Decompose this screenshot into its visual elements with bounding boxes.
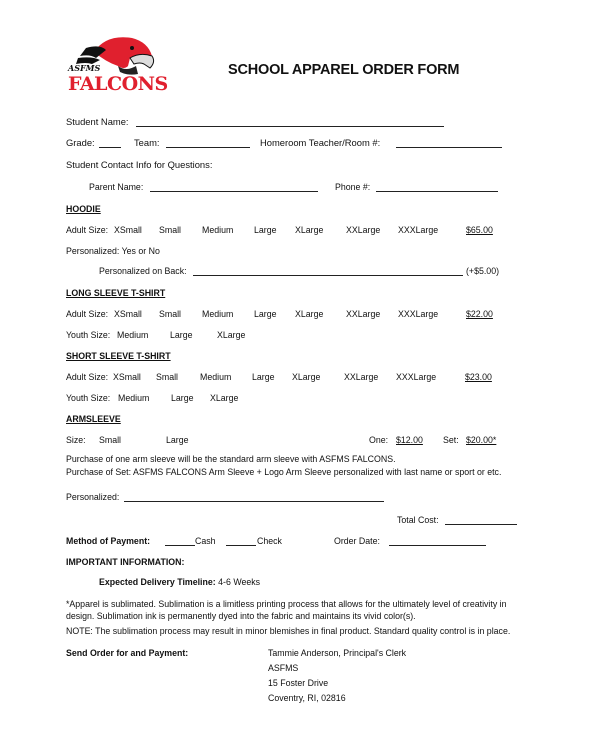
size-option[interactable]: Medium — [118, 393, 150, 403]
address-line: 15 Foster Drive — [268, 678, 329, 688]
hoodie-heading: HOODIE — [66, 204, 101, 214]
ss-price: $23.00 — [465, 372, 492, 382]
student-name-field[interactable] — [136, 126, 444, 127]
size-option[interactable]: Large — [252, 372, 275, 382]
cash-label: Cash — [195, 536, 216, 546]
size-option[interactable]: Large — [166, 435, 189, 445]
size-option[interactable]: Small — [156, 372, 178, 382]
address-line: Coventry, RI, 02816 — [268, 693, 346, 703]
check-field[interactable] — [226, 545, 256, 546]
phone-label: Phone #: — [335, 182, 371, 192]
phone-field[interactable] — [376, 191, 498, 192]
size-option[interactable]: XXXLarge — [396, 372, 437, 382]
size-option[interactable]: XXLarge — [344, 372, 379, 382]
grade-label: Grade: — [66, 137, 95, 148]
size-option[interactable]: XXXLarge — [398, 309, 439, 319]
send-label: Send Order for and Payment: — [66, 648, 189, 658]
check-label: Check — [257, 536, 282, 546]
armsleeve-personalized-label: Personalized: — [66, 492, 120, 502]
size-option[interactable]: Large — [171, 393, 194, 403]
size-option[interactable]: XLarge — [292, 372, 321, 382]
grade-field[interactable] — [99, 147, 121, 148]
long-sleeve-heading: LONG SLEEVE T-SHIRT — [66, 288, 166, 298]
delivery-label: Expected Delivery Timeline: — [99, 577, 216, 587]
homeroom-field[interactable] — [396, 147, 502, 148]
size-option[interactable]: Medium — [202, 225, 234, 235]
armsleeve-note-1: Purchase of one arm sleeve will be the standard arm sleeve with ASFMS FALCONS. — [66, 454, 396, 464]
page-title: SCHOOL APPAREL ORDER FORM — [228, 62, 460, 78]
armsleeve-personalized-field[interactable] — [124, 501, 384, 502]
delivery-line — [99, 576, 260, 588]
order-date-field[interactable] — [389, 545, 486, 546]
size-option[interactable]: Small — [159, 309, 181, 319]
back-price: (+$5.00) — [466, 266, 500, 276]
apparel-note-1: *Apparel is sublimated. Sublimation is a limitless printing process that allows for the ultimately level of creativity in — [66, 599, 507, 609]
student-name-label: Student Name: — [66, 116, 129, 127]
armsleeve-size-label: Size: — [66, 435, 86, 445]
size-option[interactable]: Small — [99, 435, 121, 445]
back-label: Personalized on Back: — [99, 266, 187, 276]
size-option[interactable]: Large — [254, 225, 277, 235]
set-price: $20.00* — [466, 435, 497, 445]
size-option[interactable]: XXLarge — [346, 225, 381, 235]
set-label: Set: — [443, 435, 459, 445]
size-option[interactable]: XLarge — [217, 330, 246, 340]
size-option[interactable]: Medium — [117, 330, 149, 340]
size-option[interactable]: XSmall — [114, 309, 142, 319]
size-option[interactable]: XLarge — [210, 393, 239, 403]
hoodie-price: $65.00 — [466, 225, 493, 235]
ls-adult-label: Adult Size: — [66, 309, 109, 319]
size-option[interactable]: XXXLarge — [398, 225, 439, 235]
one-price: $12.00 — [396, 435, 423, 445]
apparel-note-2: design. Sublimation ink is permanently dyed into the fabric and maintains its vivid color(s). — [66, 611, 416, 621]
contact-label: Student Contact Info for Questions: — [66, 159, 213, 170]
logo-falcons: FALCONS — [68, 73, 168, 95]
ss-youth-label: Youth Size: — [66, 393, 111, 403]
size-option[interactable]: XLarge — [295, 225, 324, 235]
size-option[interactable]: Large — [170, 330, 193, 340]
address-line: Tammie Anderson, Principal's Clerk — [268, 648, 407, 658]
address-line: ASFMS — [268, 663, 299, 673]
parent-field[interactable] — [150, 191, 318, 192]
size-option[interactable]: Large — [254, 309, 277, 319]
ls-price: $22.00 — [466, 309, 493, 319]
falcons-logo — [66, 32, 170, 96]
short-sleeve-heading: SHORT SLEEVE T-SHIRT — [66, 351, 171, 361]
size-option[interactable]: Small — [159, 225, 181, 235]
delivery-value: 4-6 Weeks — [218, 577, 261, 587]
sublimation-note: NOTE: The sublimation process may result in minor blemishes in final product. Standard quality control is in place. — [66, 626, 511, 636]
armsleeve-heading: ARMSLEEVE — [66, 414, 121, 424]
payment-label: Method of Payment: — [66, 536, 151, 546]
total-label: Total Cost: — [397, 515, 439, 525]
armsleeve-note-2: Purchase of Set: ASFMS FALCONS Arm Sleeve + Logo Arm Sleeve personalized with last name or sport or etc. — [66, 467, 502, 477]
team-label: Team: — [134, 137, 160, 148]
homeroom-label: Homeroom Teacher/Room #: — [260, 137, 381, 148]
parent-label: Parent Name: — [89, 182, 144, 192]
size-option[interactable]: XSmall — [113, 372, 141, 382]
hoodie-personalized: Personalized: Yes or No — [66, 246, 160, 256]
size-option[interactable]: Medium — [200, 372, 232, 382]
size-option[interactable]: Medium — [202, 309, 234, 319]
size-option[interactable]: XLarge — [295, 309, 324, 319]
total-field[interactable] — [445, 524, 517, 525]
ls-youth-label: Youth Size: — [66, 330, 111, 340]
hoodie-size-label: Adult Size: — [66, 225, 109, 235]
cash-field[interactable] — [165, 545, 195, 546]
team-field[interactable] — [166, 147, 250, 148]
size-option[interactable]: XXLarge — [346, 309, 381, 319]
order-date-label: Order Date: — [334, 536, 380, 546]
size-option[interactable]: XSmall — [114, 225, 142, 235]
important-heading: IMPORTANT INFORMATION: — [66, 557, 185, 567]
one-label: One: — [369, 435, 389, 445]
back-field[interactable] — [193, 275, 463, 276]
ss-adult-label: Adult Size: — [66, 372, 109, 382]
logo-asfms: ASFMS — [68, 63, 101, 73]
